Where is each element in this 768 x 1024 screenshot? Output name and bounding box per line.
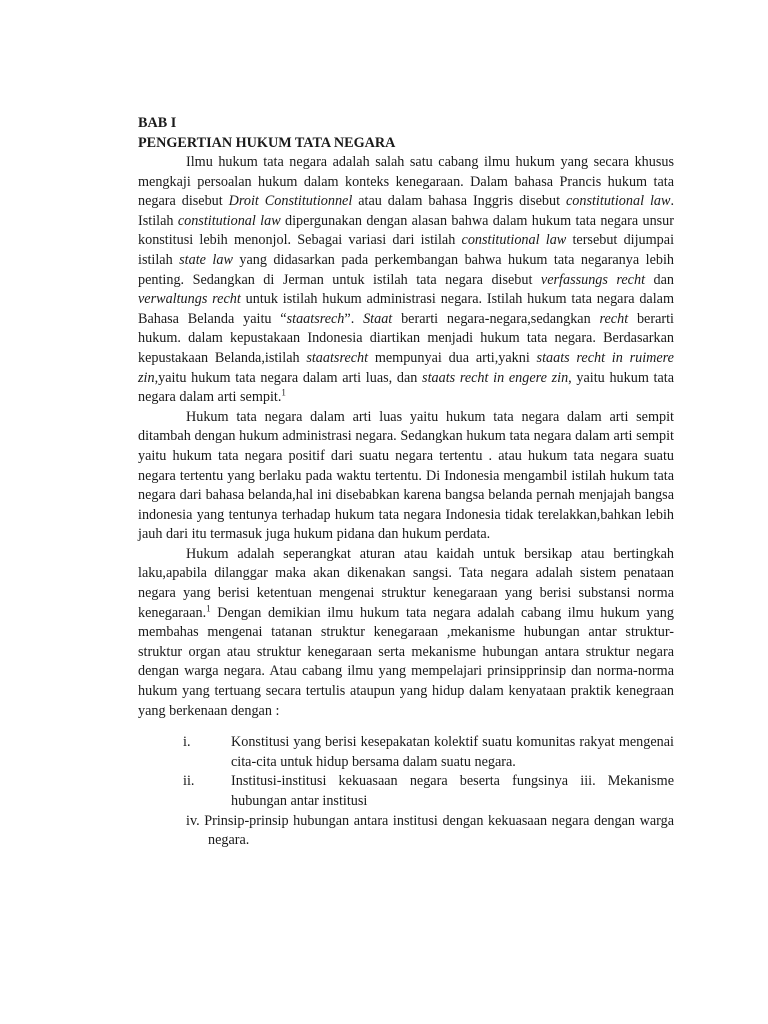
list-item-number: ii.	[183, 773, 195, 790]
text-run: dan	[645, 271, 674, 288]
text-run: mempunyai dua arti,yakni	[368, 349, 537, 366]
list-item-number: iv.	[186, 812, 200, 829]
footnote-ref: 1	[281, 387, 286, 398]
italic-term: state law	[179, 251, 233, 268]
text-run: dipergunakan dengan alasan bahwa dalam hukum tata negara unsur konstitusi lebih menonjol. Sebagai variasi dari istilah	[138, 212, 675, 249]
paragraph-3	[138, 545, 674, 721]
text-run: Hukum tata negara dalam arti luas yaitu hukum tata negara dalam arti sempit ditambah dengan hukum administrasi negara. Sedangkan hukum tata negara dalam arti sempit yaitu hukum tata negara positif dari suatu negara tertentu . atau hukum tata negara suatu negara tertentu yang berlaku pada waktu tertentu. Di Indonesia mengambil istilah hukum tata negara dari bahasa belanda,hal ini disebabkan karena bangsa belanda pernah menjajah bangsa indonesia yang tentunya terhadap hukum tata negara Indonesia tidak terelakkan,bahkan lebih jauh dari itu termasuk juga hukum pidana dan hukum perdata.	[138, 408, 674, 543]
text-run: yang didasarkan pada perkembangan bahwa hukum tata negaranya lebih penting. Sedangkan di Jerman untuk istilah tata negara disebut	[138, 251, 674, 288]
italic-term: verfassungs recht	[540, 271, 646, 288]
list-item	[138, 812, 674, 851]
text-run: ,yaitu hukum tata negara dalam arti luas, dan	[154, 369, 423, 386]
italic-term: constitutional law	[461, 232, 567, 249]
list-item	[138, 772, 674, 811]
text-run: , yaitu hukum tata negara dalam arti sempit.	[138, 369, 675, 406]
italic-term: staatsrecht	[306, 349, 369, 366]
text-run: berarti hukum. dalam kepustakaan Indonesia diartikan menjadi hukum tata negara. Berdasarkan kepustakaan Belanda,istilah	[138, 310, 674, 366]
list-item-text: Prinsip-prinsip hubungan antara institusi dengan kekuasaan negara dengan warga negara.	[204, 812, 674, 849]
italic-term: recht	[599, 310, 629, 327]
list-item-number: i.	[183, 734, 191, 751]
text-run: berarti negara-negara,sedangkan	[392, 310, 600, 327]
text-run: untuk istilah hukum administrasi negara. Istilah hukum tata negara dalam Bahasa Belanda yaitu “	[138, 291, 674, 327]
footnote-ref: 1	[206, 602, 211, 613]
text-run: Ilmu hukum tata negara adalah salah satu cabang ilmu hukum yang secara khusus mengkaji persoalan hukum dalam konteks kenegaraan. Dalam bahasa Prancis hukum tata negara disebut	[138, 154, 674, 210]
italic-term: staats recht in ruimere zin	[138, 349, 674, 386]
list-item	[138, 733, 674, 772]
italic-term: Staat	[363, 310, 393, 327]
list-item-text: Institusi-institusi kekuasaan negara beserta fungsinya iii. Mekanisme hubungan antar institusi	[231, 773, 674, 809]
italic-term: staatsrech	[286, 310, 345, 327]
text-run: atau dalam bahasa Inggris disebut	[352, 193, 566, 210]
text-run: Dengan demikian ilmu hukum tata negara adalah cabang ilmu hukum yang membahas mengenai tatanan struktur kenegaraan ,mekanisme hubungan antar struktur-struktur organ atau struktur kenegaraan serta mekanisme hubungan antara struktur negara dengan warga negara. Atau cabang ilmu yang mempelajari prinsipprinsip dan norma-norma hukum yang tertuang secara tertulis ataupun yang hidup dalam kenyataan praktik kenegraan yang berkenaan dengan :	[138, 604, 674, 719]
text-run: ”.	[344, 310, 364, 327]
text-run: . Istilah	[138, 193, 674, 229]
paragraph-1	[138, 153, 674, 408]
italic-term: Droit Constitutionnel	[228, 193, 353, 210]
chapter-title: PENGERTIAN HUKUM TATA NEGARA	[138, 135, 396, 151]
text-run: Hukum adalah seperangkat aturan atau kaidah untuk bersikap atau bertingkah laku,apabila dilanggar maka akan dikenakan sangsi. Tata negara adalah sistem penataan negara yang berisi ketentuan mengenai struktur kenegaraan yang berisi substansi norma kenegaraan.	[138, 545, 674, 621]
chapter-label: BAB I	[138, 115, 177, 131]
italic-term: staats recht in engere zin	[422, 369, 569, 386]
italic-term: verwaltungs recht	[138, 291, 241, 308]
list-item-text: Konstitusi yang berisi kesepakatan kolektif suatu komunitas rakyat mengenai cita-cita untuk hidup bersama dalam suatu negara.	[231, 734, 674, 770]
document-body	[138, 113, 674, 851]
roman-list	[138, 733, 674, 851]
italic-term: constitutional law	[177, 212, 281, 229]
italic-term: constitutional law	[565, 193, 671, 210]
text-run: tersebut dijumpai istilah	[138, 232, 675, 268]
paragraph-2	[138, 408, 674, 545]
